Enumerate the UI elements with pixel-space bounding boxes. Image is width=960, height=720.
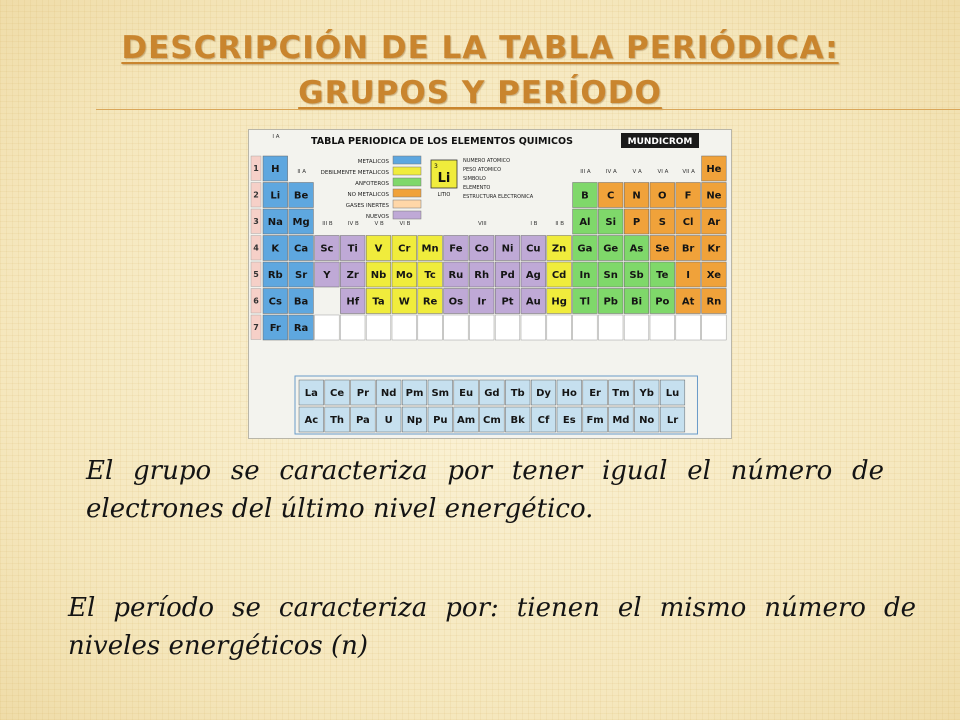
element-symbol: F [684, 190, 692, 202]
key-element-name: LITIO [437, 192, 451, 198]
period-number: 1 [253, 164, 259, 173]
period-number: 4 [253, 243, 259, 253]
element-symbol: O [658, 190, 667, 202]
element-symbol: At [681, 296, 695, 308]
element-symbol: Rh [474, 270, 490, 281]
element-symbol: Br [681, 243, 695, 255]
element-cell-placeholder [521, 315, 546, 340]
element-symbol: Bi [630, 296, 643, 308]
key-symbol: Li [437, 171, 451, 186]
element-symbol: Zn [551, 243, 567, 255]
element-symbol: Be [293, 190, 309, 202]
element-cell-placeholder [315, 315, 340, 340]
element-symbol: Fr [269, 323, 281, 334]
group-label: I B [530, 221, 538, 227]
element-symbol: Si [605, 217, 617, 228]
legend-swatch [393, 200, 421, 208]
element-symbol: Mg [292, 217, 310, 228]
key-atomic-number: 3 [434, 163, 438, 170]
element-symbol: Cu [526, 243, 541, 255]
element-cell-placeholder [573, 315, 598, 340]
element-symbol: Te [656, 270, 669, 281]
element-symbol: Lr [666, 415, 679, 426]
element-symbol: Np [406, 415, 423, 426]
element-symbol: Sb [629, 270, 644, 281]
element-symbol: Ge [603, 243, 619, 255]
element-symbol: Sn [603, 270, 618, 281]
key-label: ELEMENTO [463, 185, 491, 191]
element-symbol: Eu [459, 388, 474, 399]
element-symbol: Hf [346, 296, 360, 308]
element-cell-placeholder [418, 315, 443, 340]
element-symbol: La [304, 388, 318, 399]
element-cell-placeholder [702, 315, 727, 340]
element-cell-placeholder [676, 315, 701, 340]
element-symbol: Pr [356, 388, 370, 399]
group-label: VI B [399, 221, 411, 227]
element-symbol: Cs [268, 296, 282, 308]
element-symbol: Re [422, 296, 438, 308]
element-symbol: Tc [424, 270, 436, 281]
f-block-cells [295, 376, 697, 434]
element-symbol: Ne [706, 190, 722, 202]
element-symbol: Dy [536, 388, 551, 399]
element-symbol: Xe [706, 270, 722, 281]
element-symbol: Yb [639, 388, 654, 399]
element-cell-placeholder [547, 315, 572, 340]
group-label: VIII [477, 221, 487, 227]
element-symbol: Tb [510, 388, 525, 399]
element-cell-placeholder [650, 315, 675, 340]
element-symbol: Ag [525, 270, 541, 281]
element-symbol: No [639, 415, 655, 426]
element-cell-placeholder [495, 315, 520, 340]
element-symbol: Ca [294, 243, 309, 255]
legend-swatch [393, 156, 421, 164]
element-symbol: Cl [682, 217, 694, 228]
element-symbol: Fm [586, 415, 604, 426]
element-symbol: Li [270, 190, 281, 202]
title-divider [96, 109, 960, 110]
period-number: 5 [253, 270, 259, 279]
element-symbol: Se [655, 243, 670, 255]
group-label: II A [297, 169, 307, 175]
key-label: NUMERO ATOMICO [463, 158, 511, 164]
element-symbol: Fe [449, 243, 463, 255]
element-symbol: Cd [551, 270, 567, 281]
element-symbol: Sc [320, 243, 334, 255]
legend-swatch [393, 189, 421, 197]
element-cell-placeholder [624, 315, 649, 340]
legend-swatch [393, 178, 421, 186]
element-symbol: Ar [707, 217, 721, 228]
element-symbol: Tm [612, 388, 630, 399]
element-symbol: Na [267, 217, 283, 228]
element-symbol: Lu [665, 388, 680, 399]
group-label: III B [322, 221, 333, 227]
legend-label: METALICOS [357, 159, 389, 165]
element-symbol: Au [525, 296, 541, 308]
element-cells [263, 156, 726, 340]
periodic-table-heading: TABLA PERIODICA DE LOS ELEMENTOS QUIMICOS [311, 136, 573, 147]
element-symbol: Zr [346, 270, 359, 281]
element-symbol: Rb [267, 270, 283, 281]
group-label: IV A [605, 169, 617, 175]
group-label: VII A [682, 169, 695, 175]
element-symbol: Ga [577, 243, 593, 255]
period-number: 3 [253, 217, 259, 226]
key-label: PESO ATOMICO [463, 167, 502, 173]
element-symbol: Ac [304, 415, 319, 426]
element-symbol: Kr [707, 243, 721, 255]
element-symbol: W [398, 296, 410, 308]
element-symbol: H [271, 164, 280, 175]
periodic-table-image [248, 129, 732, 439]
group-label: VI A [657, 169, 669, 175]
element-symbol: Er [589, 388, 601, 399]
element-symbol: Ho [561, 388, 577, 399]
color-legend [321, 156, 421, 220]
element-symbol: Ta [372, 296, 385, 308]
legend-label: DEBILMENTE METALICOS [320, 170, 389, 176]
group-description: El grupo se caracteriza por tener igual el número de electrones del último nivel energético. [86, 456, 884, 524]
element-symbol: Ti [347, 243, 358, 255]
period-number: 2 [253, 190, 259, 200]
element-symbol: Nb [370, 270, 387, 281]
element-cell-placeholder [366, 315, 391, 340]
element-symbol: Os [448, 296, 464, 308]
element-symbol: Mn [421, 243, 439, 255]
element-cell-placeholder [444, 315, 469, 340]
element-cell-placeholder [392, 315, 417, 340]
group-label: I A [272, 134, 280, 140]
element-symbol: I [686, 270, 690, 281]
legend-swatch [393, 167, 421, 175]
group-label: II B [555, 221, 565, 227]
group-label: III A [580, 169, 591, 175]
element-symbol: Pa [355, 415, 370, 426]
element-symbol: Pd [500, 270, 515, 281]
element-symbol: Nd [380, 388, 397, 399]
element-symbol: Po [655, 296, 670, 308]
legend-swatch [393, 211, 421, 219]
element-symbol: P [632, 217, 641, 228]
period-number: 7 [253, 323, 259, 332]
element-symbol: Pb [603, 296, 618, 308]
element-symbol: Cm [483, 415, 501, 426]
element-symbol: Am [457, 415, 476, 426]
element-symbol: S [658, 217, 666, 228]
element-symbol: Hg [551, 296, 567, 308]
group-label: V A [632, 169, 642, 175]
element-symbol: V [374, 243, 383, 255]
element-symbol: Cf [537, 415, 550, 426]
element-symbol: Pu [433, 415, 448, 426]
element-symbol: N [632, 190, 641, 202]
element-symbol: He [706, 164, 722, 175]
element-symbol: Sr [295, 270, 308, 281]
legend-label: NUEVOS [365, 214, 389, 220]
element-symbol: Th [330, 415, 345, 426]
element-key [431, 158, 534, 200]
key-label: SIMBOLO [463, 176, 486, 182]
element-symbol: In [579, 270, 591, 281]
element-symbol: Bk [510, 415, 525, 426]
legend-label: GASES INERTES [345, 203, 389, 209]
element-symbol: Ru [448, 270, 464, 281]
period-number: 6 [253, 296, 259, 306]
element-symbol: Es [562, 415, 576, 426]
group-label: IV B [347, 221, 359, 227]
element-symbol: Gd [484, 388, 500, 399]
legend-label: ANFOTEROS [355, 181, 389, 187]
key-label: ESTRUCTURA ELECTRONICA [463, 194, 534, 200]
element-symbol: Ni [501, 243, 514, 255]
element-symbol: As [629, 243, 644, 255]
element-symbol: Pm [405, 388, 424, 399]
slide-title-line2: GRUPOS Y PERÍODO [298, 75, 662, 111]
periodic-table-graphic [249, 130, 731, 438]
element-symbol: Md [612, 415, 630, 426]
element-symbol: Ba [293, 296, 309, 308]
element-symbol: Cr [398, 243, 411, 255]
period-description: El período se caracteriza por: tienen el mismo número de niveles energéticos (n) [68, 593, 916, 661]
element-symbol: U [384, 415, 393, 426]
element-symbol: Rn [706, 296, 722, 308]
element-cell-placeholder [598, 315, 623, 340]
element-symbol: Tl [579, 296, 591, 308]
element-symbol: Sm [431, 388, 450, 399]
brand-logo-text: MUNDICROM [627, 137, 693, 147]
element-symbol: Pt [501, 296, 514, 308]
element-symbol: B [581, 190, 589, 202]
element-symbol: K [271, 243, 280, 255]
element-symbol: Y [323, 270, 331, 281]
element-symbol: Ce [330, 388, 345, 399]
element-symbol: Co [474, 243, 489, 255]
group-label: V B [374, 221, 384, 227]
element-symbol: Ra [293, 323, 309, 334]
element-cell-placeholder [469, 315, 494, 340]
legend-label: NO METALICOS [347, 192, 389, 198]
period-numbers [251, 156, 261, 340]
element-symbol: C [607, 190, 615, 202]
element-cell-placeholder [340, 315, 365, 340]
element-symbol: Al [579, 217, 591, 228]
element-symbol: Ir [477, 296, 487, 308]
element-symbol: Mo [395, 270, 413, 281]
slide-title-line1: DESCRIPCIÓN DE LA TABLA PERIÓDICA: [121, 30, 839, 66]
